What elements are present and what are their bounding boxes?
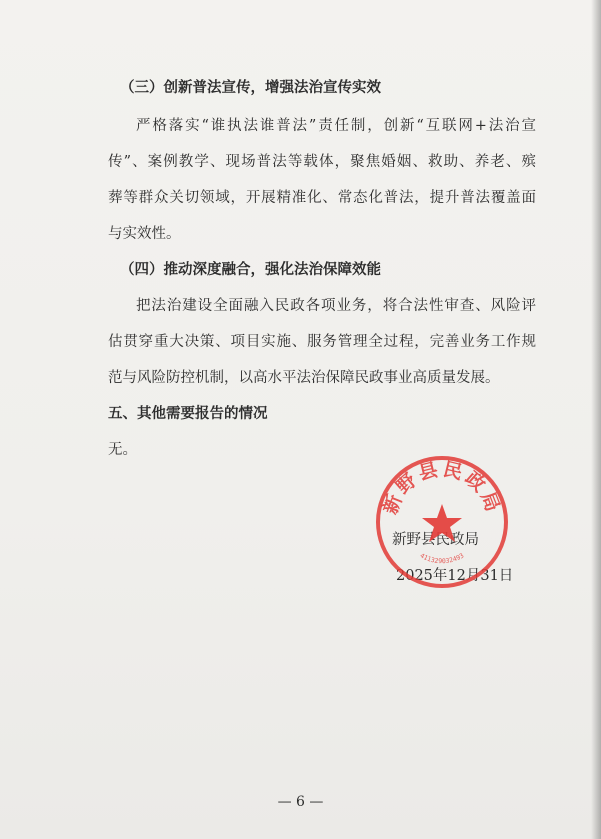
section-5-heading: 五、其他需要报告的情况 xyxy=(108,405,268,422)
paragraph-line: 传”、案例教学、现场普法等载体，聚焦婚姻、救助、养老、殡 xyxy=(108,154,536,170)
svg-text:411329032493 xyxy=(419,552,466,566)
paragraph-line: 估贯穿重大决策、项目实施、服务管理全过程，完善业务工作规 xyxy=(108,334,536,350)
seal-star-icon xyxy=(422,504,462,542)
paragraph-line: 葬等群众关切领域，开展精准化、常态化普法，提升普法覆盖面 xyxy=(108,190,536,206)
section-3-heading: （三）创新普法宣传，增强法治宣传实效 xyxy=(120,79,381,96)
signature-org: 新野县民政局 xyxy=(392,532,479,548)
paragraph-line: 把法治建设全面融入民政各项业务，将合法性审查、风险评 xyxy=(136,298,536,314)
paragraph-line: 与实效性。 xyxy=(108,226,181,242)
seal-number: 411329032493 xyxy=(418,551,466,566)
paragraph-line: 严格落实“谁执法谁普法”责任制，创新“互联网+法治宣 xyxy=(136,118,536,134)
page-edge-shadow xyxy=(591,0,601,839)
signature-date: 2025年12月31日 xyxy=(396,568,514,584)
official-seal-icon xyxy=(372,452,512,592)
seal-text: 新野县民政局 xyxy=(379,458,505,518)
section-5-body: 无。 xyxy=(108,442,137,458)
page-number: — 6 — xyxy=(277,794,324,810)
section-4-heading: （四）推动深度融合，强化法治保障效能 xyxy=(120,261,381,278)
paragraph-line: 范与风险防控机制，以高水平法治保障民政事业高质量发展。 xyxy=(108,370,500,386)
